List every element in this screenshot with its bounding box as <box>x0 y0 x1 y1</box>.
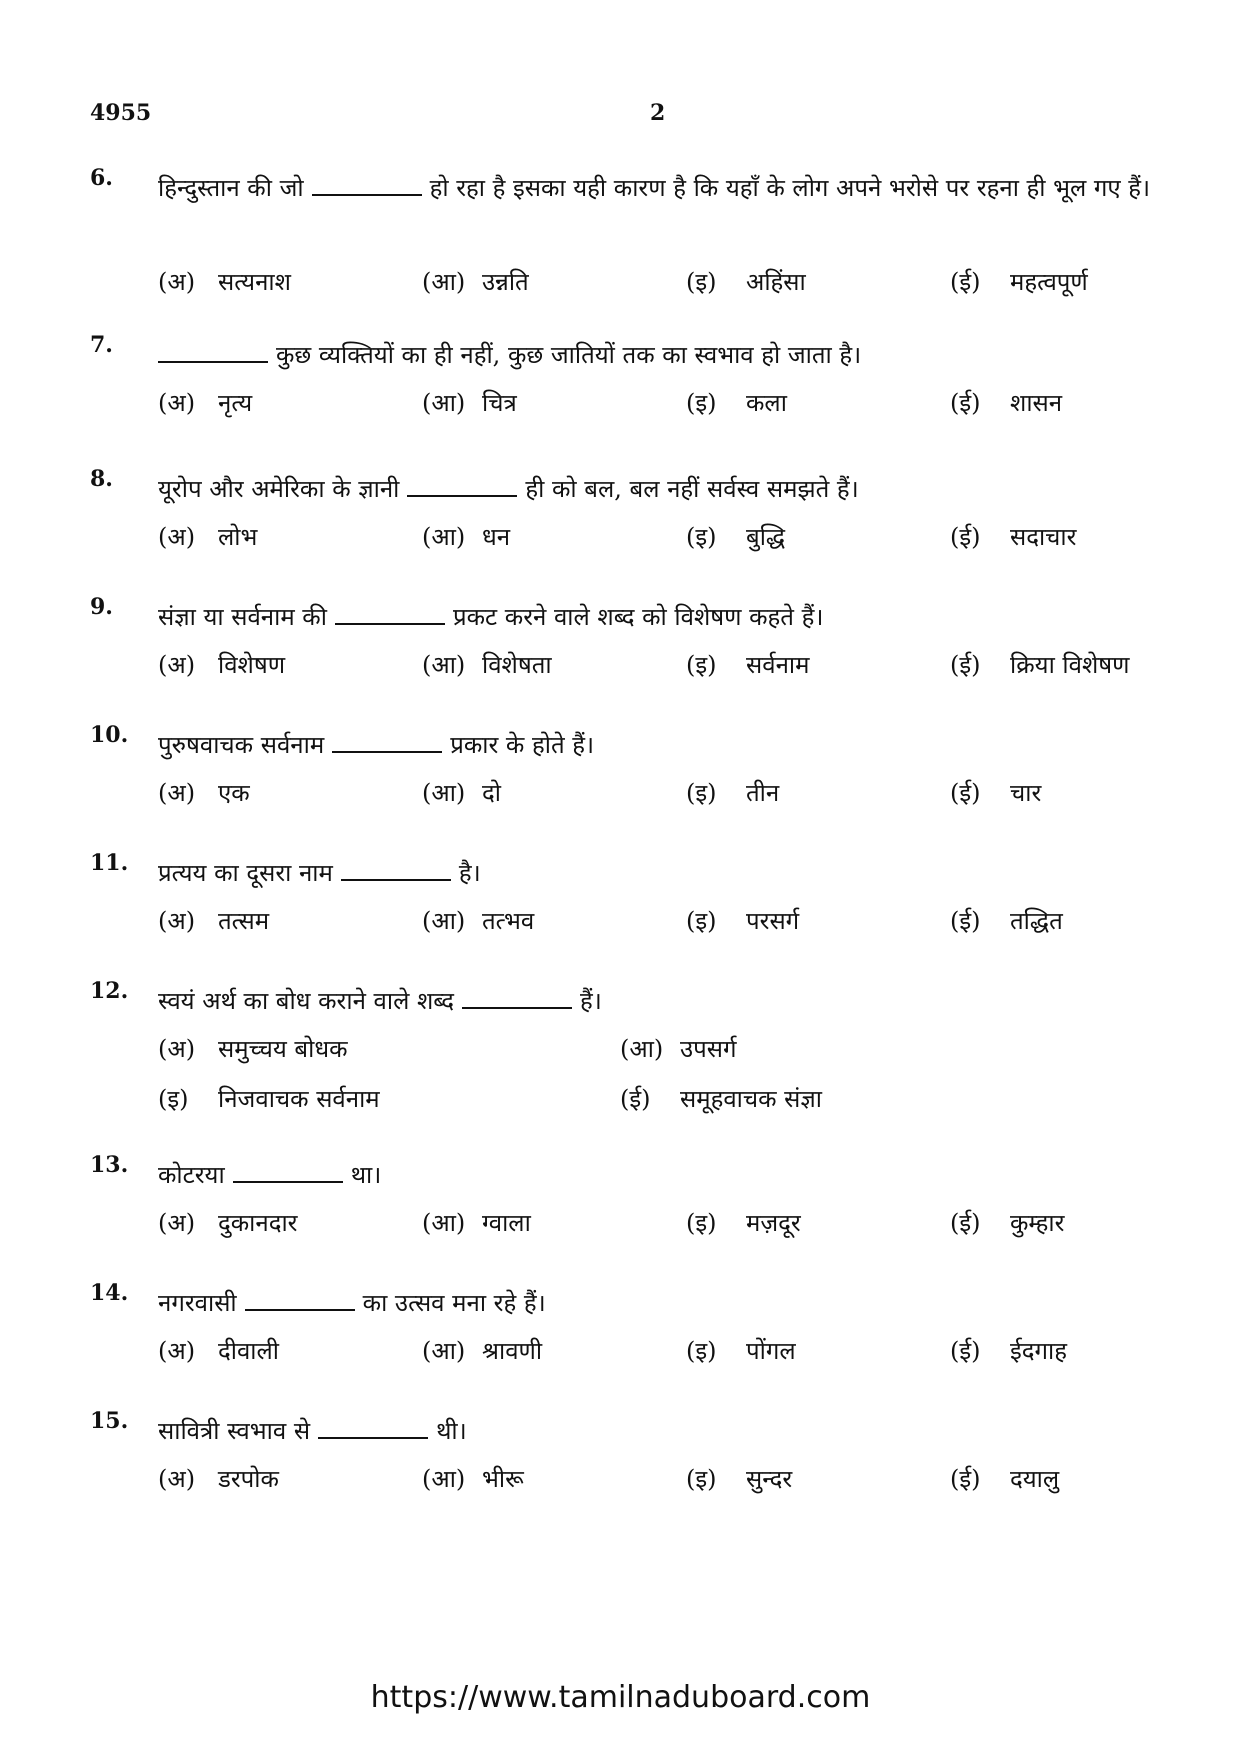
question-text: प्रत्यय का दूसरा नाम है। <box>158 859 481 887</box>
option-b: (आ) विशेषता <box>422 651 552 679</box>
answer-blank <box>341 859 451 881</box>
answer-blank <box>407 475 517 497</box>
page-number: 2 <box>650 100 666 126</box>
option-c: (इ) तीन <box>686 779 780 807</box>
question-text: नगरवासी का उत्सव मना रहे हैं। <box>158 1289 546 1317</box>
question-text: सावित्री स्वभाव से थी। <box>158 1417 467 1445</box>
option-d: (ई) महत्वपूर्ण <box>950 268 1088 296</box>
options <box>158 648 1168 688</box>
option-c: (इ) मज़दूर <box>686 1209 801 1237</box>
option-d: (ई) चार <box>950 779 1042 807</box>
option-c: (इ) कला <box>686 389 787 417</box>
option-c: (इ) सुन्दर <box>686 1465 793 1493</box>
option-c: (इ) पोंगल <box>686 1337 796 1365</box>
option-b: (आ) तत्भव <box>422 907 535 935</box>
option-a: (अ) डरपोक <box>158 1465 279 1493</box>
question-number: 12. <box>90 978 129 1004</box>
option-d: (ई) सदाचार <box>950 523 1077 551</box>
question-text: स्वयं अर्थ का बोध कराने वाले शब्द हैं। <box>158 987 602 1015</box>
question-number: 15. <box>90 1408 129 1434</box>
question-number: 11. <box>90 850 129 876</box>
paper-code: 4955 <box>90 100 152 126</box>
options <box>158 776 1168 816</box>
question-text: कुछ व्यक्तियों का ही नहीं, कुछ जातियों तक का स्वभाव हो जाता है। <box>158 332 1158 378</box>
answer-blank <box>312 174 422 196</box>
option-a: (अ) लोभ <box>158 523 258 551</box>
answer-blank <box>245 1289 355 1311</box>
option-d: (ई) समूहवाचक संज्ञा <box>620 1085 823 1113</box>
option-d: (ई) तद्धित <box>950 907 1063 935</box>
answer-blank <box>233 1161 343 1183</box>
question-text: कोटरया था। <box>158 1161 382 1189</box>
answer-blank <box>318 1417 428 1439</box>
option-a: (अ) दुकानदार <box>158 1209 298 1237</box>
question-number: 13. <box>90 1152 129 1178</box>
option-d: (ई) क्रिया विशेषण <box>950 651 1130 679</box>
option-b: (आ) दो <box>422 779 501 807</box>
question-text: हिन्दुस्तान की जो हो रहा है इसका यही कारण है कि यहाँ के लोग अपने भरोसे पर रहना ही भूल गए हैं। <box>158 174 1151 202</box>
option-b: (आ) भीरू <box>422 1465 524 1493</box>
options-row-1 <box>158 1032 1168 1072</box>
question-number: 6. <box>90 165 113 191</box>
question-text: संज्ञा या सर्वनाम की प्रकट करने वाले शब्द को विशेषण कहते हैं। <box>158 603 824 631</box>
option-d: (ई) शासन <box>950 389 1063 417</box>
question-number: 9. <box>90 594 113 620</box>
question-number: 14. <box>90 1280 129 1306</box>
option-c: (इ) सर्वनाम <box>686 651 810 679</box>
option-b: (आ) श्रावणी <box>422 1337 543 1365</box>
options <box>158 265 1168 305</box>
option-a: (अ) विशेषण <box>158 651 286 679</box>
option-c: (इ) बुद्धि <box>686 523 786 551</box>
question-number: 7. <box>90 332 113 358</box>
answer-blank <box>335 603 445 625</box>
option-a: (अ) सत्यनाश <box>158 268 291 296</box>
question-number: 10. <box>90 722 129 748</box>
option-a: (अ) दीवाली <box>158 1337 280 1365</box>
option-c: (इ) निजवाचक सर्वनाम <box>158 1085 380 1113</box>
options-row-2 <box>158 1082 1168 1122</box>
option-a: (अ) समुच्चय बोधक <box>158 1035 348 1063</box>
options <box>158 520 1168 560</box>
page-header <box>90 100 1160 140</box>
option-b: (आ) ग्वाला <box>422 1209 531 1237</box>
options <box>158 386 1168 426</box>
options <box>158 1334 1168 1374</box>
option-a: (अ) एक <box>158 779 250 807</box>
option-d: (ई) ईदगाह <box>950 1337 1067 1365</box>
option-b: (आ) उपसर्ग <box>620 1035 737 1063</box>
options <box>158 1462 1168 1502</box>
answer-blank <box>462 987 572 1009</box>
option-b: (आ) चित्र <box>422 389 517 417</box>
answer-blank <box>158 341 268 363</box>
option-d: (ई) कुम्हार <box>950 1209 1065 1237</box>
question-text: पुरुषवाचक सर्वनाम प्रकार के होते हैं। <box>158 731 595 759</box>
answer-blank <box>332 731 442 753</box>
option-c: (इ) अहिंसा <box>686 268 806 296</box>
question-text: यूरोप और अमेरिका के ज्ञानी ही को बल, बल नहीं सर्वस्व समझते हैं। <box>158 475 859 503</box>
option-b: (आ) उन्नति <box>422 268 529 296</box>
options <box>158 904 1168 944</box>
question-number: 8. <box>90 466 113 492</box>
footer-url: https://www.tamilnaduboard.com <box>370 1680 871 1715</box>
option-d: (ई) दयालु <box>950 1465 1060 1493</box>
options <box>158 1206 1168 1246</box>
option-c: (इ) परसर्ग <box>686 907 800 935</box>
option-a: (अ) नृत्य <box>158 389 253 417</box>
option-b: (आ) धन <box>422 523 511 551</box>
option-a: (अ) तत्सम <box>158 907 270 935</box>
